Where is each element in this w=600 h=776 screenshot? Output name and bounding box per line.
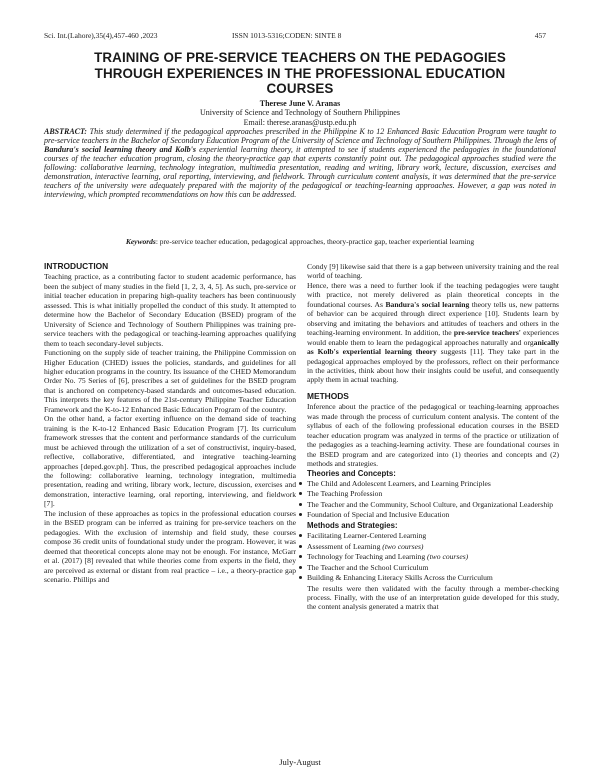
methods-paragraph-2: The results were then validated with the faculty through a member-checking process. Finally, with the use of an interpretation guide developed for this study, the content analysis generated a matrix that (307, 583, 559, 612)
methods-strategies-heading: Methods and Strategies: (307, 520, 398, 530)
intro-paragraph-3: On the other hand, a factor exerting influence on the demand side of teaching training is the K-to-12 Enhanced Basic Education Program [7]. Its curriculum framework stresses that the content and performance standards of the curriculum must be achieved through the utilization of a set of constructivist, inquiry-based, reflective, collaborative, differentiated, and integrative teaching-learning approaches [deped.gov.ph]. Thus, the prescribed pedagogical approaches include the following: collaborative learning, technology integration, multimedia presentation, reading and writing, library work, lecture, discussion, exercises and demonstration, interactive learning, oral reporting, interviewing, and fieldwork [7]. (44, 414, 296, 509)
methods-paragraph: Inference about the practice of the pedagogical or teaching-learning approaches was made through the process of curriculum content analysis. The content of the syllabus of each of the following professional education courses in the BSED teacher education program was analyzed in terms of the practice or utilization of the pedagogies as a teaching-learning activity. These are foundational courses in the BSED program and are categorized into (1) theories and concepts and (2) methods and strategies. (307, 402, 559, 469)
author-affiliation: University of Science and Technology of Southern Philippines (200, 108, 400, 118)
methods-list (307, 531, 559, 582)
right-p2-text-e: experiences would enable them to learn the pedagogical approaches naturally and org (307, 328, 559, 347)
right-p2-text-g: suggests [11]. They take part in the pedagogical approaches employed by the professors, reflect on their performance in the activities, think about how their insights could be useful, and consequently apply them in actual teaching. (307, 347, 559, 385)
right-p2-bold-preservice: pre-service teachers' (453, 328, 521, 338)
left-column (44, 262, 296, 584)
author-email: Email: therese.aranas@ustp.edu.ph (243, 117, 357, 127)
list-item-note: (two courses) (382, 541, 424, 551)
introduction-heading: INTRODUCTION (44, 261, 109, 271)
right-paragraph-1: Condy [9] likewise said that there is a gap between university training and the real world of teaching. (307, 262, 559, 281)
theories-list (307, 479, 559, 520)
list-item (307, 552, 559, 561)
list-item (307, 542, 559, 551)
right-p2-bold-bandura: Bandura's social learning (385, 299, 470, 309)
keywords (0, 237, 600, 246)
methods-heading: METHODS (307, 390, 349, 401)
right-p2-bold-kolb: anically as Kolb's experiential learning theory (307, 337, 559, 357)
running-header-citation: Sci. Int.(Lahore),35(4),457-460 ,2023 (44, 31, 158, 40)
keywords-label: Keywords (125, 237, 156, 246)
intro-paragraph-4: The inclusion of these approaches as topics in the professional education courses in the BSED program can be inferred as training for pre-service teachers on the pedagogies. With the exclusion of internship and field study, these courses compose 36 credit units of foundational study under the program. However, it was deemed that theoretical concepts alone may not be enough. For instance, McGarr et al. (2017) [8] revealed that while theories come from experts in the field, they are perceived as external or distant from real practice – i.e., a theory-practice gap scenario. Phillips and (44, 508, 296, 584)
list-item (307, 531, 559, 540)
right-p2-text-a: Hence, there was a need to further look if the teaching pedagogies were taught with practice, not merely delivered as plain theoretical concepts in the foundational courses. As (307, 280, 559, 309)
author-block (0, 99, 600, 127)
list-item (307, 573, 559, 582)
list-item-text: Facilitating Learner-Centered Learning (307, 531, 427, 541)
abstract-text-1: This study determined if the pedagogical approaches prescribed in the Philippine K to 12 Enhanced Basic Education Program were taught to pre-service teachers in the Bachelor of Secondary Education Program of the University of Science and Technology of Southern Philippines. Through the lens of (44, 127, 556, 146)
issue-footer: July-August (279, 757, 321, 767)
list-item: The Teacher and the Community, School Culture, and Organizational Leadership (307, 500, 559, 509)
keywords-text: : pre-service teacher education, pedagogical approaches, theory-practice gap, teacher experiential learning (155, 237, 475, 246)
abstract-text-2: experiential learning theory, it attempted to see if students experienced the pedagogies in the foundational courses of the teacher education program, closing the theory-practice gap that experts constantly point out. The pedagogical approaches studied were the following: collaborative learning, technology integration, multimedia presentation, reading and writing, library work, lecture, discussion, exercises and demonstration, interactive learning, oral reporting, interviewing, and fieldwork. Through curriculum content analysis, it was determined that the pre-service teachers of the university were adequately prepared with the majority of the pedagogical or teaching-learning approaches. However, a gap was noted in interviewing, which prompted recommendations on how this can be addressed. (44, 145, 556, 200)
abstract-bold-theory: Bandura's social learning theory and Kolb's (44, 145, 196, 155)
intro-paragraph-2: Functioning on the supply side of teacher training, the Philippine Commission on Higher Education (CHED) issues the policies, standards, and guidelines for all higher education programs in the country. Its issuance of the CHED Memorandum Order No. 75 Series of [6], prescribes a set of guidelines for the BSED program that is anchored on competency-based standards and outcomes-based education. This interprets the key features of the 21st-century Philippine Teacher Education Framework and the K-to-12 Enhanced Basic Education Program of the country. (44, 348, 296, 414)
theories-concepts-heading: Theories and Concepts: (307, 468, 396, 478)
intro-paragraph-1: Teaching practice, as a contributing factor to student academic performance, has been the subject of many studies in the field [1, 2, 3, 4, 5]. As such, pre-service or initial teacher education in preparing high-quality teachers has been continuously assessed. This is what initially propelled the conduct of this study. It attempted to determine how the Bachelor of Secondary Education (BSED) program of the University of Science and Technology of Southern Philippines was training pre-service teachers with the pedagogical or teaching-learning approaches qualifying them to teach secondary-level subjects. (44, 272, 296, 348)
list-item-text: Building & Enhancing Literacy Skills Across the Curriculum (307, 573, 493, 583)
right-paragraph-2 (307, 281, 559, 385)
author-name: Therese June V. Aranas (259, 99, 341, 108)
abstract (44, 127, 556, 199)
list-item-text: Assessment of Learning (307, 541, 383, 551)
list-item-text: The Teacher and the School Curriculum (307, 562, 429, 572)
list-item-note: (two courses) (427, 552, 469, 562)
page-number: 457 (534, 31, 546, 40)
list-item (307, 563, 559, 572)
right-column (307, 262, 559, 612)
right-p2-text-c: theory tells us, new patterns of behavior can be acquired through direct experience [10]. Students learn by observing and imitating the behaviors and attitudes of teachers and others in the teaching-learning environment. In addition, the (307, 299, 559, 338)
list-item: The Child and Adolescent Learners, and Learning Principles (307, 479, 559, 488)
list-item-text: Technology for Teaching and Learning (307, 552, 428, 562)
list-item: The Teaching Profession (307, 489, 559, 498)
running-header-issn: ISSN 1013-5316;CODEN: SINTE 8 (232, 31, 342, 40)
abstract-label: ABSTRACT: (44, 127, 87, 136)
list-item: Foundation of Special and Inclusive Education (307, 510, 559, 519)
paper-title: TRAINING OF PRE-SERVICE TEACHERS ON THE PEDAGOGIES THROUGH EXPERIENCES IN THE PROFESSIONAL EDUCATION COURSES (94, 50, 506, 97)
